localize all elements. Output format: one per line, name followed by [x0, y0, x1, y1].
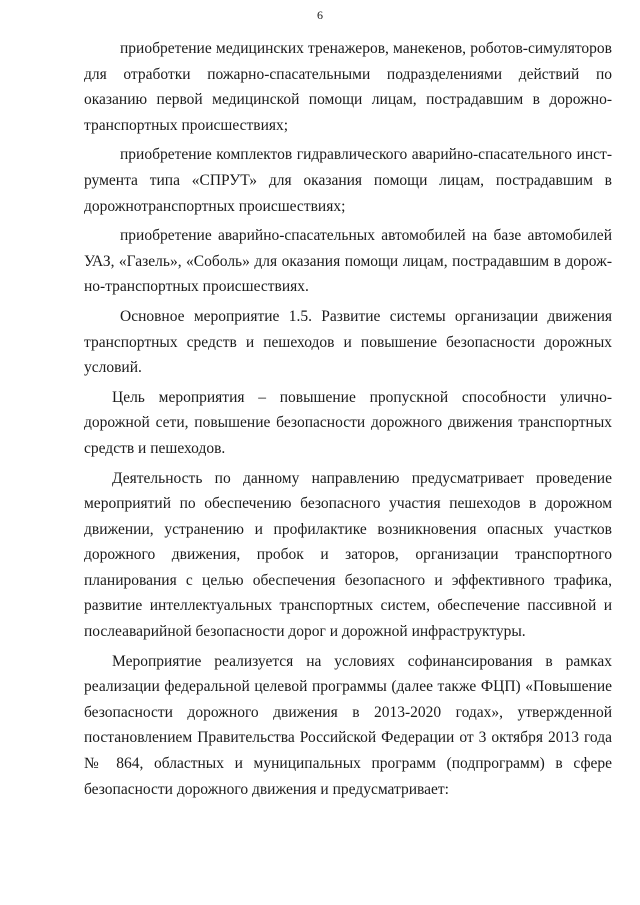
document-body [84, 36, 612, 806]
paragraph-medical-trainers: приобретение медицинских тренажеров, манекенов, роботов-симуляторов для отработки пожарно-спасательными подразделениями действий по оказанию первой медицинской помощи лицам, пострадавшим в дорожно-транспортных происшествиях; [84, 40, 612, 134]
paragraph-measure-goal: Цель мероприятия – повышение пропускной способности улично-дорожной сети, повышение безопасности дорожного движения транспортных средств и пешеходов. [84, 388, 612, 457]
paragraph-hydraulic-tools: приобретение комплектов гидравлического аварийно-спасательного инструмента типа «СПРУТ» для оказания помощи лицам, пострадавшим в дорожнотранспортных происшествиях; [84, 146, 612, 215]
paragraph-activities: Деятельность по данному направлению предусматривает проведение мероприятий по обеспечению безопасного участия пешеходов в дорожном движении, устранению и профилактике возникновения опасных участков дорожного движения, пробок и заторов, организации транспортного планирования с целью обеспечения безопасного и эффективного трафика, развитие интеллектуальных транспортных систем, обеспечение пассивной и послеаварийной безопасности дорог и дорожной инфраструктуры. [84, 469, 612, 641]
paragraph-rescue-vehicles: приобретение аварийно-спасательных автомобилей на базе автомобилей УАЗ, «Газель», «Соболь» для оказания помощи лицам, пострадавшим в дорожно-транспортных происшествиях. [84, 227, 612, 296]
page-number: 6 [317, 8, 323, 22]
paragraph-main-measure-1-5: Основное мероприятие 1.5. Развитие системы организации движения транспортных средств и пешеходов и повышение безопасности дорожных условий. [84, 307, 612, 377]
paragraph-cofinancing: Мероприятие реализуется на условиях софинансирования в рамках реализации федеральной целевой программы (далее также ФЦП) «Повышение безопасности дорожного движения в 2013-2020 годах», утвержденной постановлением Правительства Российской Федерации от 3 октября 2013 года № 864, областных и муниципальных программ (подпрограмм) в сфере безопасности дорожного движения и предусматривает: [84, 652, 612, 798]
